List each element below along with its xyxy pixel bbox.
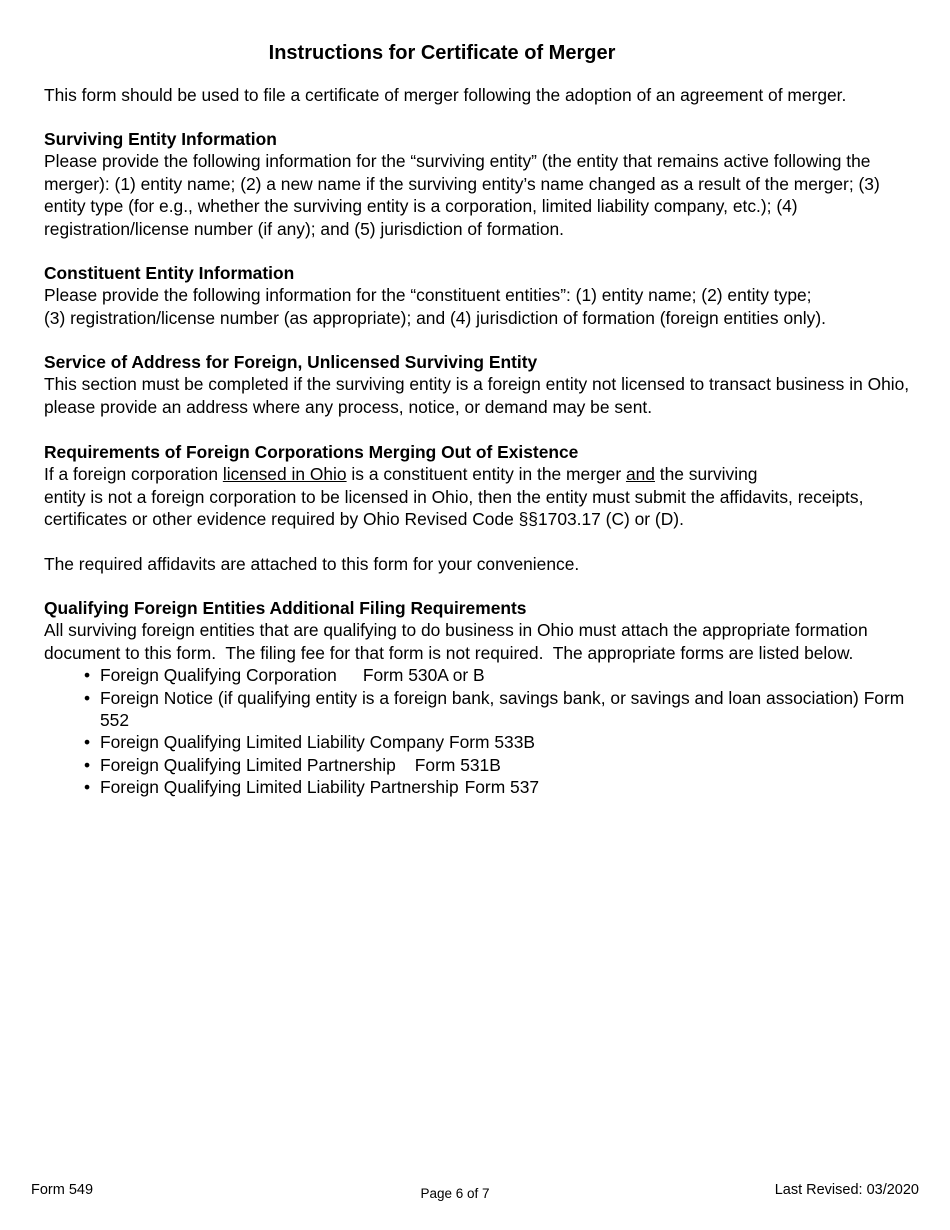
surviving-entity-heading: Surviving Entity Information (44, 129, 277, 149)
service-address-heading: Service of Address for Foreign, Unlicensed Surviving Entity (44, 352, 538, 372)
list-item-name: Foreign Notice (if qualifying entity is a foreign bank, savings bank, or savings and loan association) (100, 687, 859, 708)
list-item (100, 776, 924, 798)
intro-paragraph (44, 84, 924, 106)
affidavits-note-section (44, 553, 924, 575)
requirements-text-rest: entity is not a foreign corporation to be licensed in Ohio, then the entity must submit the affidavits, receipts, certificates or other evidence required by Ohio Revised Code §§1703.17 (C) or (D). (44, 486, 864, 530)
list-item-form: Form 552 (100, 687, 905, 731)
list-item-name: Foreign Qualifying Limited Liability Company (100, 732, 445, 753)
licensed-in-ohio-underlined: licensed in Ohio (222, 464, 347, 485)
qualifying-text: All surviving foreign entities that are qualifying to do business in Ohio must attach the appropriate formation document to this form. The filing fee for that form is not required. The appropriate forms are listed below. (44, 620, 868, 663)
list-item-name: Foreign Qualifying Limited Liability Partnership (100, 777, 459, 798)
list-item-name: Foreign Qualifying Limited Partnership (100, 754, 396, 775)
list-item (100, 731, 924, 753)
constituent-entity-section (44, 262, 924, 329)
requirements-text-e: the surviving (654, 464, 758, 485)
constituent-entity-line1: Please provide the following information for the “constituent entities”: (1) entity name; (2) entity type; (44, 285, 812, 306)
constituent-entity-line2: (3) registration/license number (as appropriate); and (4) jurisdiction of formation (foreign entities only). (44, 307, 826, 328)
list-item (100, 664, 924, 686)
and-underlined: and (625, 464, 655, 485)
service-address-text: This section must be completed if the surviving entity is a foreign entity not licensed to transact business in Ohio, please provide an address where any process, notice, or demand may be sent. (44, 374, 910, 417)
qualifying-section (44, 597, 924, 799)
list-item (100, 687, 924, 732)
constituent-entity-heading: Constituent Entity Information (44, 263, 295, 283)
list-item-form: Form 533B (448, 732, 535, 753)
list-item-form: Form 537 (464, 777, 540, 798)
list-item-form: Form 531B (414, 754, 501, 775)
requirements-heading: Requirements of Foreign Corporations Merging Out of Existence (44, 442, 579, 462)
list-item-name: Foreign Qualifying Corporation (100, 665, 337, 686)
affidavits-note: The required affidavits are attached to this form for your convenience. (44, 554, 580, 574)
qualifying-heading: Qualifying Foreign Entities Additional Filing Requirements (44, 598, 527, 618)
requirements-section (44, 441, 924, 531)
footer-page-number: Page 6 of 7 (420, 1186, 490, 1201)
page-title: Instructions for Certificate of Merger (268, 42, 616, 64)
qualifying-forms-list (44, 664, 924, 798)
requirements-text-a: If a foreign corporation (44, 464, 223, 485)
footer-form-number: Form 549 (31, 1182, 94, 1198)
service-address-section (44, 351, 924, 418)
surviving-entity-section (44, 128, 924, 240)
list-item-form: Form 530A or B (362, 665, 485, 686)
surviving-entity-text: Please provide the following information for the “surviving entity” (the entity that remains active following the merger): (1) entity name; (2) a new name if the surviving entity’s name changed as a result of the merger; (3) entity type (for e.g., whether the surviving entity is a corporation, limited liability company, etc.); (4) registration/license number (if any); and (5) jurisdiction of formation. (44, 151, 880, 239)
footer-last-revised: Last Revised: 03/2020 (774, 1182, 919, 1198)
requirements-text-c: is a constituent entity in the merger (346, 464, 626, 485)
requirements-line1 (44, 463, 924, 485)
intro-text: This form should be used to file a certificate of merger following the adoption of an agreement of merger. (44, 85, 847, 105)
list-item (100, 754, 924, 776)
